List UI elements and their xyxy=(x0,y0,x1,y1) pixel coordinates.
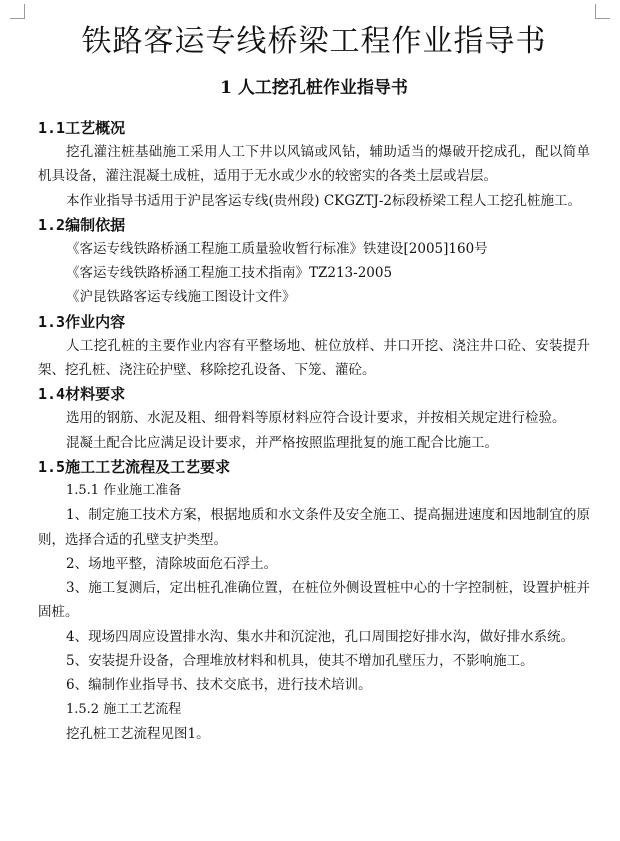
paragraph: 挖孔灌注桩基础施工采用人工下井以风镐或风钻，辅助适当的爆破开挖成孔，配以简单机具设备，灌注混凝土成桩，适用于无水或少水的较密实的各类土层或岩层。 xyxy=(38,144,590,185)
section-title: 编制依据 xyxy=(65,215,126,234)
list-item: 3、施工复测后，定出桩孔准确位置，在桩位外侧设置桩中心的十字控制桩，设置护桩并固桩。 xyxy=(38,580,590,621)
section-number: 1.4 xyxy=(38,385,66,404)
paragraph: 选用的钢筋、水泥及粗、细骨料等原材料应符合设计要求，并按相关规定进行检验。 xyxy=(66,410,566,427)
subsection-heading-1-5-2: 1.5.2 施工工艺流程 xyxy=(66,701,182,717)
section-title: 材料要求 xyxy=(65,385,126,404)
document-title: 铁路客运专线桥梁工程作业指导书 xyxy=(81,24,547,59)
section-title: 工艺概况 xyxy=(65,119,126,137)
subsection-heading-1-5-1: 1.5.1 作业施工准备 xyxy=(66,482,182,498)
paragraph: 挖孔桩工艺流程见图1。 xyxy=(66,725,210,742)
reference-item: 《沪昆铁路客运专线施工图设计文件》 xyxy=(66,289,296,306)
paragraph: 混凝土配合比应满足设计要求，并严格按照监理批复的施工配合比施工。 xyxy=(66,434,498,451)
list-item: 4、现场四周应设置排水沟、集水井和沉淀池，孔口周围挖好排水沟，做好排水系统。 xyxy=(66,628,575,645)
list-item: 1、制定施工技术方案，根据地质和水文条件及安全施工、提高掘进速度和因地制宜的原则，选择合适的孔壁支护类型。 xyxy=(38,507,590,548)
paragraph: 本作业指导书适用于沪昆客运专线(贵州段) CKGZTJ-2标段桥梁工程人工挖孔桩施工。 xyxy=(66,192,581,209)
section-heading-1-5 xyxy=(38,455,590,479)
page-corner-mark-right xyxy=(595,4,610,19)
page-corner-mark-left xyxy=(10,4,25,19)
list-item: 6、编制作业指导书、技术交底书，进行技术培训。 xyxy=(66,677,372,694)
section-number: 1.2 xyxy=(38,215,66,234)
section-title: 作业内容 xyxy=(65,312,126,331)
list-item: 2、场地平整，清除坡面危石浮土。 xyxy=(66,555,278,572)
section-title: 施工工艺流程及工艺要求 xyxy=(65,457,231,476)
section-number: 1.1 xyxy=(38,119,66,137)
document-page xyxy=(38,18,590,746)
reference-item: 《客运专线铁路桥涵工程施工技术指南》TZ213-2005 xyxy=(66,265,393,282)
section-heading-1-4 xyxy=(38,382,590,406)
document-subtitle: 1 人工挖孔桩作业指导书 xyxy=(220,78,408,98)
reference-item: 《客运专线铁路桥涵工程施工质量验收暂行标准》铁建设[2005]160号 xyxy=(66,240,488,257)
section-heading-1-3 xyxy=(38,310,590,334)
paragraph: 人工挖孔桩的主要作业内容有平整场地、桩位放样、井口开挖、浇注井口砼、安装提升架、挖孔桩、浇注砼护壁、移除挖孔设备、下笼、灌砼。 xyxy=(38,337,590,379)
section-heading-1-2 xyxy=(38,213,590,237)
section-number: 1.3 xyxy=(38,312,66,331)
list-item: 5、安装提升设备，合理堆放材料和机具，使其不增加孔壁压力，不影响施工。 xyxy=(66,653,534,670)
section-heading-1-1 xyxy=(38,116,590,140)
section-number: 1.5 xyxy=(38,457,66,476)
